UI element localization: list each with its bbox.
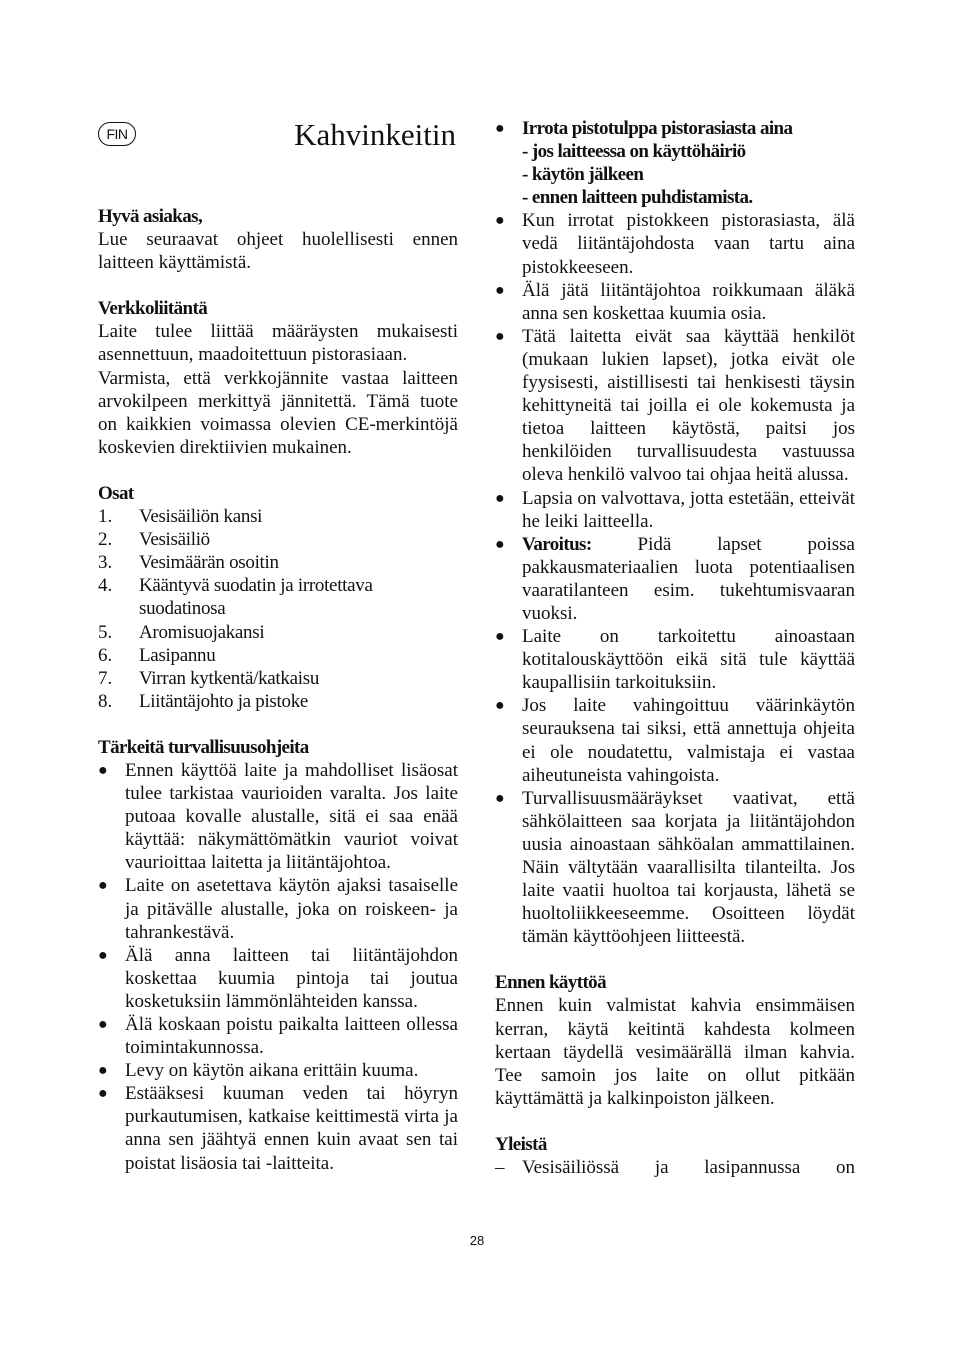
greeting-heading: Hyvä asiakas, [98, 206, 203, 227]
safety-list-right [495, 117, 855, 948]
list-item: 3. Vesimäärän osoitin [98, 552, 279, 574]
list-item: 8. Liitäntäjohto ja pistoke [98, 690, 309, 712]
mains-text-2: Varmista, että verkkojännite vastaa laitteen arvokilpeen merkittyä jännitettä. Tämä tuote on kaikkien voimassa olevien CE-merkintöjä koskevien direktiivien mukainen. [98, 367, 458, 458]
left-column [98, 113, 458, 1175]
list-item-warning [495, 533, 855, 625]
mains-text-1: Laite tulee liittää määräysten mukaisesti asennettuun, maadoitettuun pistorasiaan. [98, 321, 458, 366]
safety-list-left [98, 759, 458, 1175]
bullet-icon: ● [98, 946, 108, 964]
list-item-unplug [495, 117, 855, 209]
list-item: ● Kun irrotat pistokkeen pistorasiasta, älä vedä liitäntäjohdosta vaan tartu aina pistokkeeseen. [495, 210, 855, 278]
list-item: ● Levy on käytön aikana erittäin kuuma. [98, 1060, 419, 1082]
bullet-icon: ● [495, 697, 505, 715]
bullet-icon: ● [495, 281, 505, 299]
list-item: ● Jos laite vahingoittuu väärinkäytön seurauksena tai siksi, että annettuja ohjeita ei ole noudatettu, valmistaja ei vastaa aiheutuneista vahingoista. [495, 695, 855, 786]
page-header [98, 113, 458, 205]
list-item: ● Laite on tarkoitettu ainoastaan kotitalouskäyttöön eikä sitä tule käyttää kaupallisiin tarkoituksiin. [495, 626, 855, 694]
list-item: 2. Vesisäiliö [98, 529, 210, 551]
parts-heading: Osat [98, 482, 134, 504]
bullet-icon: ● [98, 761, 108, 779]
parts-list [98, 505, 458, 713]
bullet-icon: ● [495, 212, 505, 230]
bullet-icon: ● [98, 877, 108, 895]
bullet-icon: ● [495, 489, 505, 507]
list-item: 5. Aromisuojakansi [98, 621, 265, 643]
list-item: 6. Lasipannu [98, 644, 216, 666]
right-column [495, 117, 855, 1179]
safety-heading: Tärkeitä turvallisuusohjeita [98, 736, 309, 758]
list-item: 1. Vesisäiliön kansi [98, 506, 263, 528]
unplug-sub: - jos laitteessa on käyttöhäiriö [522, 141, 746, 163]
list-item: ● Tätä laitetta eivät saa käyttää henkilöt (mukaan lukien lapset), jotka eivät ole fyysisesti, aistillisesti tai henkisesti täysin kehittyneitä tai joilla ei ole kokemusta ja tietoa laitteen käytöstä, paitsi jos henkilöiden turvallisuudesta vastuussa oleva henkilö valvoo tai ohjaa heitä alussa. [495, 325, 855, 486]
unplug-sub: - ennen laitteen puhdistamista. [522, 187, 753, 209]
bullet-icon: ● [495, 628, 505, 646]
list-item: ● Estääksesi kuuman veden tai höyryn purkautumisen, katkaise keittimestä virta ja anna sen jäähtyä ennen kuin avaat sen tai poistat lisäosia tai -laitteita. [98, 1083, 458, 1174]
general-text: Vesisäiliössä ja lasipannussa on [522, 1157, 855, 1179]
bullet-icon: ● [495, 535, 505, 553]
warning-label: Varoitus: [522, 533, 592, 555]
bullet-icon: ● [495, 327, 505, 345]
language-badge: FIN [98, 122, 136, 146]
list-item: ● Älä anna laitteen tai liitäntäjohdon koskettaa kuumia pintoja tai joutua kosketuksiin lämmönlähteiden kanssa. [98, 944, 458, 1012]
list-item: ● Älä jätä liitäntäjohtoa roikkumaan äläkä anna sen koskettaa kuumia osia. [495, 279, 855, 324]
first-use-text: Ennen kuin valmistat kahvia ensimmäisen kerran, käytä keitintä kahdesta kolmeen kertaan täydellä vesimäärällä ilman kahvia. Tee samoin jos laite on ollut pitkään käyttämättä ja kalkinpoiston jälkeen. [495, 995, 855, 1109]
general-item [495, 1156, 855, 1179]
unplug-title: Irrota pistotulppa pistorasiasta aina [522, 118, 793, 139]
unplug-sub: - käytön jälkeen [522, 164, 644, 186]
first-use-heading: Ennen käyttöä [495, 972, 606, 994]
list-item: ● Älä koskaan poistu paikalta laitteen ollessa toimintakunnossa. [98, 1014, 458, 1059]
warning-text: Pidä lapset poissa pakkausmateriaalien luota potentiaalisen vaaratilanteen esim. tukehtumisvaaran vuoksi. [522, 533, 855, 624]
list-item: ● Lapsia on valvottava, jotta estetään, etteivät he leiki laitteella. [495, 487, 855, 532]
dash-marker: – [495, 1157, 505, 1179]
list-item: ● Turvallisuusmääräykset vaativat, että sähkölaitteen saa korjata ja liitäntäjohdon uusia ainoastaan sähköalan ammattilainen. Näin vältytään vaarallisilta tilanteilta. Jos laite vaatii huoltoa tai korjausta, lähetä se huoltoliikkeeseemme. Osoitteen löydät tämän käyttöohjeen liitteestä. [495, 787, 855, 948]
general-heading: Yleistä [495, 1133, 547, 1155]
list-item: 7. Virran kytkentä/katkaisu [98, 667, 320, 689]
bullet-icon: ● [495, 789, 505, 807]
page-title: Kahvinkeitin [294, 117, 456, 152]
mains-heading: Verkkoliitäntä [98, 298, 208, 320]
list-item: ● Laite on asetettava käytön ajaksi tasaiselle ja pitävälle alustalle, joka on roiskeen- ja tahrankestävä. [98, 875, 458, 943]
page-number: 28 [469, 1233, 485, 1248]
intro-text: Lue seuraavat ohjeet huolellisesti ennen laitteen käyttämistä. [98, 229, 458, 274]
bullet-icon: ● [98, 1062, 108, 1080]
bullet-icon: ● [98, 1085, 108, 1103]
list-item: ● Ennen käyttöä laite ja mahdolliset lisäosat tulee tarkistaa vaurioiden varalta. Jos laite putoaa kovalle alustalle, sitä ei saa enää käyttää: näkymättömätkin vauriot voivat vaurioittaa laitetta ja liitäntäjohtoa. [98, 759, 458, 874]
list-item: 4. Kääntyvä suodatin ja irrotettava suodatinosa [98, 575, 373, 620]
bullet-icon: ● [98, 1016, 108, 1033]
bullet-icon: ● [495, 120, 505, 137]
